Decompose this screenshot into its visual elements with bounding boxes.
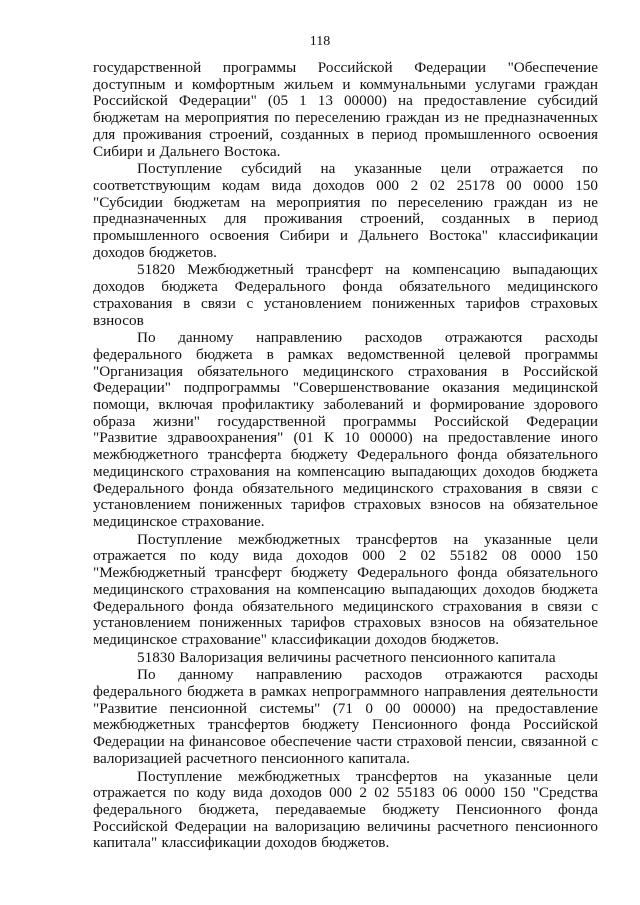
paragraph-continuation: государственной программы Российской Федерации "Обеспечение доступным и комфортным жильем и коммунальными услугами граждан Российской Федерации" (05 1 13 00000) на предоставление субсидий бюджетам на мероприятия по переселению граждан из не предназначенных для проживания строений, созданных в период промышленного освоения Сибири и Дальнего Востока. [93,59,598,160]
page-number: 118 [309,34,331,49]
paragraph-expenses-51820: По данному направлению расходов отражаются расходы федерального бюджета в рамках ведомственной целевой программы "Организация обязательного медицинского страхования в Российской Федерации" подпрограммы "Совершенствование оказания медицинской помощи, включая профилактику заболеваний и формирование здорового образа жизни" государственной программы Российской Федерации "Развитие здравоохранения" (01 К 10 00000) на предоставление иного межбюджетного трансферта бюджету Федерального фонда обязательного медицинского страхования на компенсацию выпадающих доходов бюджета Федерального фонда обязательного медицинского страхования в связи с установлением пониженных тарифов страховых взносов на обязательное медицинское страхование. [93,329,598,530]
document-body [93,60,598,852]
paragraph-expenses-51830: По данному направлению расходов отражаются расходы федерального бюджета в рамках непрограммного направления деятельности "Развитие пенсионной системы" (71 0 00 00000) на предоставление межбюджетных трансфертов бюджету Пенсионного фонда Российской Федерации на финансовое обеспечение части страховой пенсии, связанной с валоризацией расчетного пенсионного капитала. [93,666,598,767]
section-heading-51820: 51820 Межбюджетный трансферт на компенсацию выпадающих доходов бюджета Федерального фонда обязательного медицинского страхования в связи с установлением пониженных тарифов страховых взносов [93,261,598,329]
paragraph-revenue-51830: Поступление межбюджетных трансфертов на указанные цели отражается по коду вида доходов 000 2 02 55183 06 0000 150 "Средства федерального бюджета, передаваемые бюджету Пенсионного фонда Российской Федерации на валоризацию величины расчетного пенсионного капитала" классификации доходов бюджетов. [93,767,598,852]
section-heading-51830: 51830 Валоризация величины расчетного пенсионного капитала [137,648,556,666]
paragraph-revenue-51820: Поступление межбюджетных трансфертов на указанные цели отражается по коду вида доходов 000 2 02 55182 08 0000 150 "Межбюджетный трансферт бюджету Федерального фонда обязательного медицинского страхования на компенсацию выпадающих доходов бюджета Федерального фонда обязательного медицинского страхования в связи с установлением пониженных тарифов страховых взносов на обязательное медицинское страхование" классификации доходов бюджетов. [93,530,598,648]
paragraph-revenue-subsidies: Поступление субсидий на указанные цели отражается по соответствующим кодам вида доходов 000 2 02 25178 00 0000 150 "Субсидии бюджетам на мероприятия по переселению граждан из не предназначенных для проживания строений, созданных в период промышленного освоения Сибири и Дальнего Востока" классификации доходов бюджетов. [93,160,598,261]
